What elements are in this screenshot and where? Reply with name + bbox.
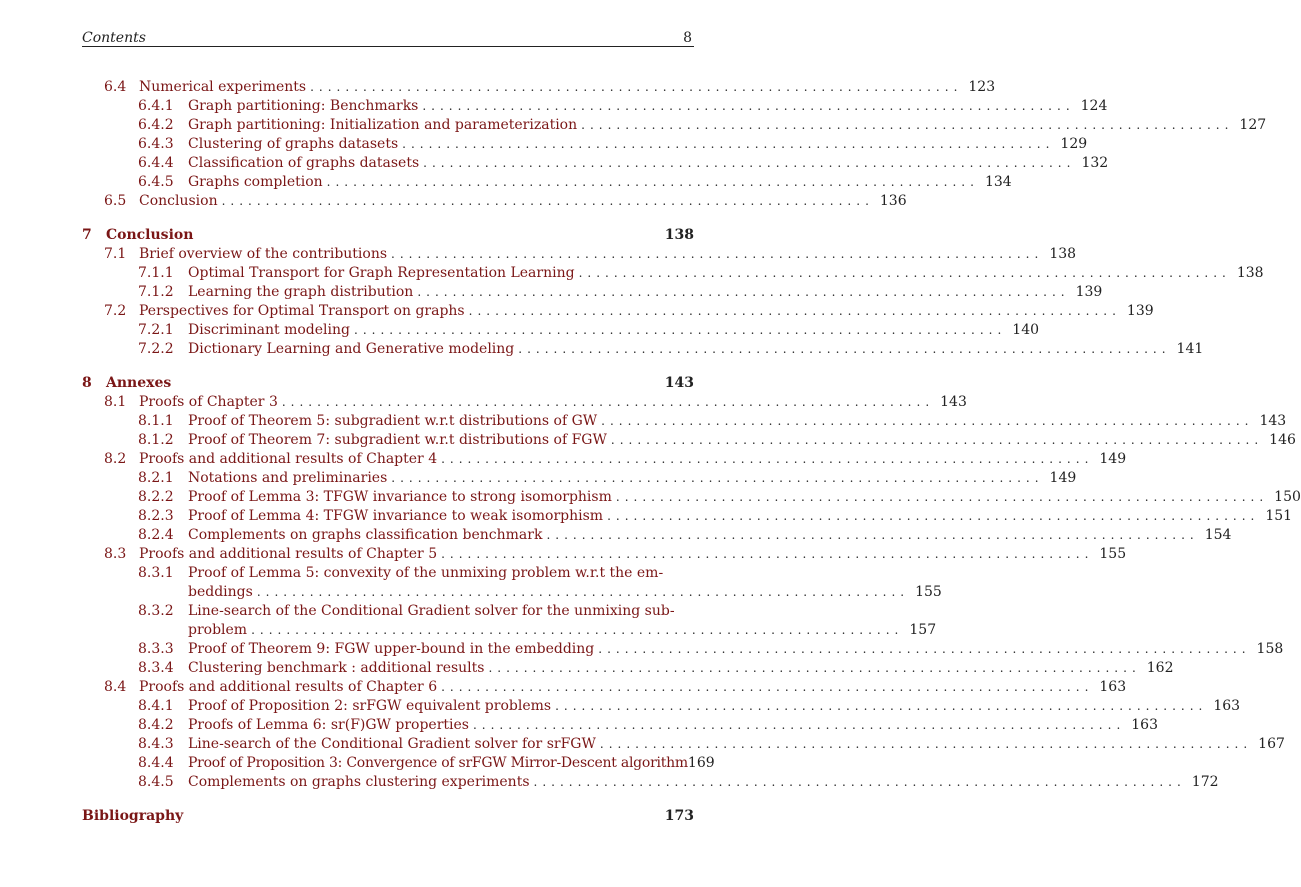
section-title: Proof of Theorem 7: subgradient w.r.t distributions of FGW bbox=[188, 432, 607, 448]
dot-leader: .......................................................................... bbox=[251, 623, 904, 637]
section-title-continued: beddings bbox=[188, 584, 253, 600]
section-title: Proofs and additional results of Chapter 5 bbox=[139, 546, 438, 562]
section-number: 8.4.1 bbox=[138, 698, 174, 714]
dot-leader: .......................................................................... bbox=[578, 266, 1231, 280]
toc-entry-6-4-4[interactable] bbox=[82, 154, 1109, 173]
section-title: Proof of Proposition 3: Convergence of srFGW Mirror-Descent algorithm bbox=[188, 755, 688, 771]
dot-leader: .......................................................................... bbox=[518, 342, 1171, 356]
section-number: 8.2.4 bbox=[138, 527, 174, 543]
header-title: Contents bbox=[82, 30, 146, 46]
section-number: 8.3.1 bbox=[138, 565, 174, 581]
page-number: 169 bbox=[687, 755, 715, 771]
section-title: Proof of Lemma 4: TFGW invariance to weak isomorphism bbox=[188, 508, 604, 524]
chapter-number: 7 bbox=[82, 227, 92, 243]
section-number: 8.4.3 bbox=[138, 736, 174, 752]
page-number: 143 bbox=[1259, 413, 1287, 429]
section-number: 8.4.5 bbox=[138, 774, 174, 790]
toc-entry-8-3-3[interactable] bbox=[82, 640, 1284, 659]
toc-entry-8-4-5[interactable] bbox=[82, 773, 1219, 792]
toc-entry-8-2[interactable] bbox=[82, 450, 1127, 469]
toc-entry-8-1-1[interactable] bbox=[82, 412, 1287, 431]
dot-leader: .......................................................................... bbox=[326, 175, 979, 189]
dot-leader: .......................................................................... bbox=[417, 285, 1070, 299]
toc-entry-7-1-1[interactable] bbox=[82, 264, 1264, 283]
section-title: Proof of Theorem 9: FGW upper-bound in the embedding bbox=[188, 641, 595, 657]
section-title: Discriminant modeling bbox=[188, 322, 350, 338]
section-number: 8.2.1 bbox=[138, 470, 174, 486]
toc-entry-8-1-2[interactable] bbox=[82, 431, 1296, 450]
page-number: 138 bbox=[1236, 265, 1264, 281]
section-title: Perspectives for Optimal Transport on graphs bbox=[139, 303, 465, 319]
toc-entry-8-3-4[interactable] bbox=[82, 659, 1174, 678]
dot-leader: .......................................................................... bbox=[555, 699, 1208, 713]
section-number: 8.4 bbox=[104, 679, 127, 695]
dot-leader: .......................................................................... bbox=[391, 247, 1044, 261]
toc-bibliography[interactable] bbox=[82, 807, 694, 826]
page-number: 155 bbox=[1099, 546, 1127, 562]
dot-leader: .......................................................................... bbox=[422, 99, 1075, 113]
section-title: Proofs of Lemma 6: sr(F)GW properties bbox=[188, 717, 469, 733]
section-number: 8.2.2 bbox=[138, 489, 174, 505]
dot-leader: .......................................................................... bbox=[546, 528, 1199, 542]
toc-entry-6-5[interactable] bbox=[82, 192, 907, 211]
section-title: Notations and preliminaries bbox=[188, 470, 388, 486]
section-number: 6.4.3 bbox=[138, 136, 174, 152]
section-title: Proofs of Chapter 3 bbox=[139, 394, 278, 410]
dot-leader: .......................................................................... bbox=[354, 323, 1007, 337]
chapter-title: Conclusion bbox=[106, 227, 194, 243]
page-number: 157 bbox=[909, 622, 937, 638]
dot-leader: .......................................................................... bbox=[441, 547, 1094, 561]
section-number: 8.3.4 bbox=[138, 660, 174, 676]
dot-leader: .......................................................................... bbox=[221, 194, 874, 208]
page-number: 123 bbox=[968, 79, 996, 95]
page-number: 138 bbox=[1049, 246, 1077, 262]
dot-leader: .......................................................................... bbox=[610, 433, 1264, 447]
dot-leader: .......................................................................... bbox=[607, 509, 1260, 523]
section-number: 7.2 bbox=[104, 303, 127, 319]
section-number: 8.3 bbox=[104, 546, 127, 562]
dot-leader: .......................................................................... bbox=[281, 395, 935, 409]
section-title: Dictionary Learning and Generative modeling bbox=[188, 341, 515, 357]
dot-leader: .......................................................................... bbox=[533, 775, 1186, 789]
section-number: 8.3.2 bbox=[138, 603, 174, 619]
running-header bbox=[82, 30, 694, 47]
section-number: 6.5 bbox=[104, 193, 127, 209]
page-number: 127 bbox=[1239, 117, 1267, 133]
section-title: Numerical experiments bbox=[139, 79, 307, 95]
section-title: Classification of graphs datasets bbox=[188, 155, 420, 171]
section-title: Clustering benchmark : additional results bbox=[188, 660, 485, 676]
dot-leader: .......................................................................... bbox=[488, 661, 1141, 675]
page-number: 140 bbox=[1012, 322, 1040, 338]
section-number: 7.1.1 bbox=[138, 265, 174, 281]
section-title: Brief overview of the contributions bbox=[139, 246, 388, 262]
page-number: 162 bbox=[1146, 660, 1174, 676]
toc-entry-7-2-1[interactable] bbox=[82, 321, 1040, 340]
section-number: 8.1 bbox=[104, 394, 127, 410]
page-number: 143 bbox=[940, 394, 967, 410]
section-number: 7.2.1 bbox=[138, 322, 174, 338]
page-number: 149 bbox=[1099, 451, 1127, 467]
toc-entry-6-4-3[interactable] bbox=[82, 135, 1088, 154]
page-number: 155 bbox=[915, 584, 942, 600]
page-number: 158 bbox=[1256, 641, 1284, 657]
bibliography-title: Bibliography bbox=[82, 808, 184, 824]
section-title: Graph partitioning: Initialization and parameterization bbox=[188, 117, 578, 133]
toc-entry-8-4-2[interactable] bbox=[82, 716, 1158, 735]
section-title: Line-search of the Conditional Gradient solver for srFGW bbox=[188, 736, 596, 752]
section-number: 7.1.2 bbox=[138, 284, 174, 300]
toc-entry-8-4[interactable] bbox=[82, 678, 1127, 697]
toc-entry-7-2-2[interactable] bbox=[82, 340, 1204, 359]
page-number: 138 bbox=[664, 227, 694, 243]
toc-entry-8-1[interactable] bbox=[82, 393, 967, 412]
dot-leader: .......................................................................... bbox=[581, 118, 1234, 132]
chapter-number: 8 bbox=[82, 375, 92, 391]
page-number: 139 bbox=[1075, 284, 1103, 300]
toc-entry-7-1-2[interactable] bbox=[82, 283, 1103, 302]
page-number: 150 bbox=[1274, 489, 1301, 505]
page-number: 163 bbox=[1131, 717, 1158, 733]
dot-leader: .......................................................................... bbox=[402, 137, 1055, 151]
section-number: 6.4.5 bbox=[138, 174, 174, 190]
dot-leader: .......................................................................... bbox=[391, 471, 1044, 485]
toc-entry-6-4-5[interactable] bbox=[82, 173, 1012, 192]
toc-entry-8-3-1[interactable] bbox=[82, 564, 694, 583]
toc-entry-6-4-2[interactable] bbox=[82, 116, 1267, 135]
section-number: 6.4.4 bbox=[138, 155, 174, 171]
dot-leader: .......................................................................... bbox=[423, 156, 1076, 170]
page-number: 124 bbox=[1080, 98, 1108, 114]
section-title: Graph partitioning: Benchmarks bbox=[188, 98, 419, 114]
section-title: Complements on graphs classification benchmark bbox=[188, 527, 543, 543]
page-number: 163 bbox=[1213, 698, 1241, 714]
toc-entry-8-4-4[interactable] bbox=[82, 754, 715, 773]
dot-leader: .......................................................................... bbox=[441, 452, 1094, 466]
toc-entry-7-2[interactable] bbox=[82, 302, 1154, 321]
page-number: 154 bbox=[1204, 527, 1232, 543]
section-title: Learning the graph distribution bbox=[188, 284, 414, 300]
toc-chapter-7[interactable] bbox=[82, 226, 694, 245]
toc-entry-8-2-4[interactable] bbox=[82, 526, 1232, 545]
chapter-title: Annexes bbox=[106, 375, 172, 391]
section-number: 8.4.2 bbox=[138, 717, 174, 733]
header-page-number: 8 bbox=[683, 30, 692, 46]
toc-entry-7-1[interactable] bbox=[82, 245, 1077, 264]
dot-leader: .......................................................................... bbox=[598, 642, 1251, 656]
dot-leader: .......................................................................... bbox=[615, 490, 1269, 504]
dot-leader: .......................................................................... bbox=[310, 80, 963, 94]
toc-entry-8-3[interactable] bbox=[82, 545, 1127, 564]
page-number: 136 bbox=[879, 193, 907, 209]
section-number: 6.4.2 bbox=[138, 117, 174, 133]
page-number: 163 bbox=[1099, 679, 1127, 695]
section-title-continued: problem bbox=[188, 622, 248, 638]
section-title: Optimal Transport for Graph Representation Learning bbox=[188, 265, 575, 281]
dot-leader: .......................................................................... bbox=[601, 414, 1254, 428]
section-title: Proof of Lemma 3: TFGW invariance to strong isomorphism bbox=[188, 489, 612, 505]
toc-entry-8-3-2-continued[interactable] bbox=[82, 621, 937, 640]
section-title: Proof of Theorem 5: subgradient w.r.t distributions of GW bbox=[188, 413, 598, 429]
toc-entry-6-4[interactable] bbox=[82, 78, 996, 97]
dot-leader: .......................................................................... bbox=[441, 680, 1094, 694]
toc-entry-8-2-3[interactable] bbox=[82, 507, 1293, 526]
section-title: Proofs and additional results of Chapter 6 bbox=[139, 679, 438, 695]
section-title: Proof of Proposition 2: srFGW equivalent problems bbox=[188, 698, 552, 714]
page-number: 134 bbox=[984, 174, 1012, 190]
section-title: Conclusion bbox=[139, 193, 218, 209]
section-number: 8.4.4 bbox=[138, 755, 174, 771]
page-number: 151 bbox=[1265, 508, 1293, 524]
page-number: 167 bbox=[1258, 736, 1285, 752]
table-of-contents bbox=[82, 78, 1301, 826]
dot-leader: .......................................................................... bbox=[599, 737, 1253, 751]
toc-entry-6-4-1[interactable] bbox=[82, 97, 1108, 116]
page-number: 139 bbox=[1126, 303, 1154, 319]
section-title: Proofs and additional results of Chapter 4 bbox=[139, 451, 438, 467]
page-number: 129 bbox=[1060, 136, 1088, 152]
page-number: 173 bbox=[664, 808, 694, 824]
section-title: Complements on graphs clustering experiments bbox=[188, 774, 530, 790]
page-number: 146 bbox=[1269, 432, 1296, 448]
dot-leader: .......................................................................... bbox=[472, 718, 1126, 732]
toc-entry-8-4-1[interactable] bbox=[82, 697, 1241, 716]
page bbox=[82, 30, 1301, 824]
section-number: 6.4 bbox=[104, 79, 127, 95]
section-number: 7.2.2 bbox=[138, 341, 174, 357]
page-number: 143 bbox=[664, 375, 694, 391]
page-number: 149 bbox=[1049, 470, 1077, 486]
toc-entry-8-2-1[interactable] bbox=[82, 469, 1077, 488]
section-number: 8.2 bbox=[104, 451, 127, 467]
section-number: 8.2.3 bbox=[138, 508, 174, 524]
section-number: 8.1.2 bbox=[138, 432, 174, 448]
section-title: Line-search of the Conditional Gradient solver for the unmixing sub- bbox=[188, 603, 675, 619]
section-title: Clustering of graphs datasets bbox=[188, 136, 399, 152]
dot-leader: .......................................................................... bbox=[256, 585, 910, 599]
dot-leader: .......................................................................... bbox=[468, 304, 1121, 318]
page-number: 132 bbox=[1081, 155, 1109, 171]
toc-entry-8-2-2[interactable] bbox=[82, 488, 1301, 507]
toc-entry-8-4-3[interactable] bbox=[82, 735, 1285, 754]
section-title: Graphs completion bbox=[188, 174, 323, 190]
toc-entry-8-3-1-continued[interactable] bbox=[82, 583, 942, 602]
page-number: 172 bbox=[1191, 774, 1219, 790]
toc-chapter-8[interactable] bbox=[82, 374, 694, 393]
toc-entry-8-3-2[interactable] bbox=[82, 602, 694, 621]
section-number: 7.1 bbox=[104, 246, 127, 262]
section-number: 8.3.3 bbox=[138, 641, 174, 657]
page-number: 141 bbox=[1176, 341, 1204, 357]
section-number: 8.1.1 bbox=[138, 413, 174, 429]
section-number: 6.4.1 bbox=[138, 98, 174, 114]
section-title: Proof of Lemma 5: convexity of the unmixing problem w.r.t the em- bbox=[188, 565, 664, 581]
